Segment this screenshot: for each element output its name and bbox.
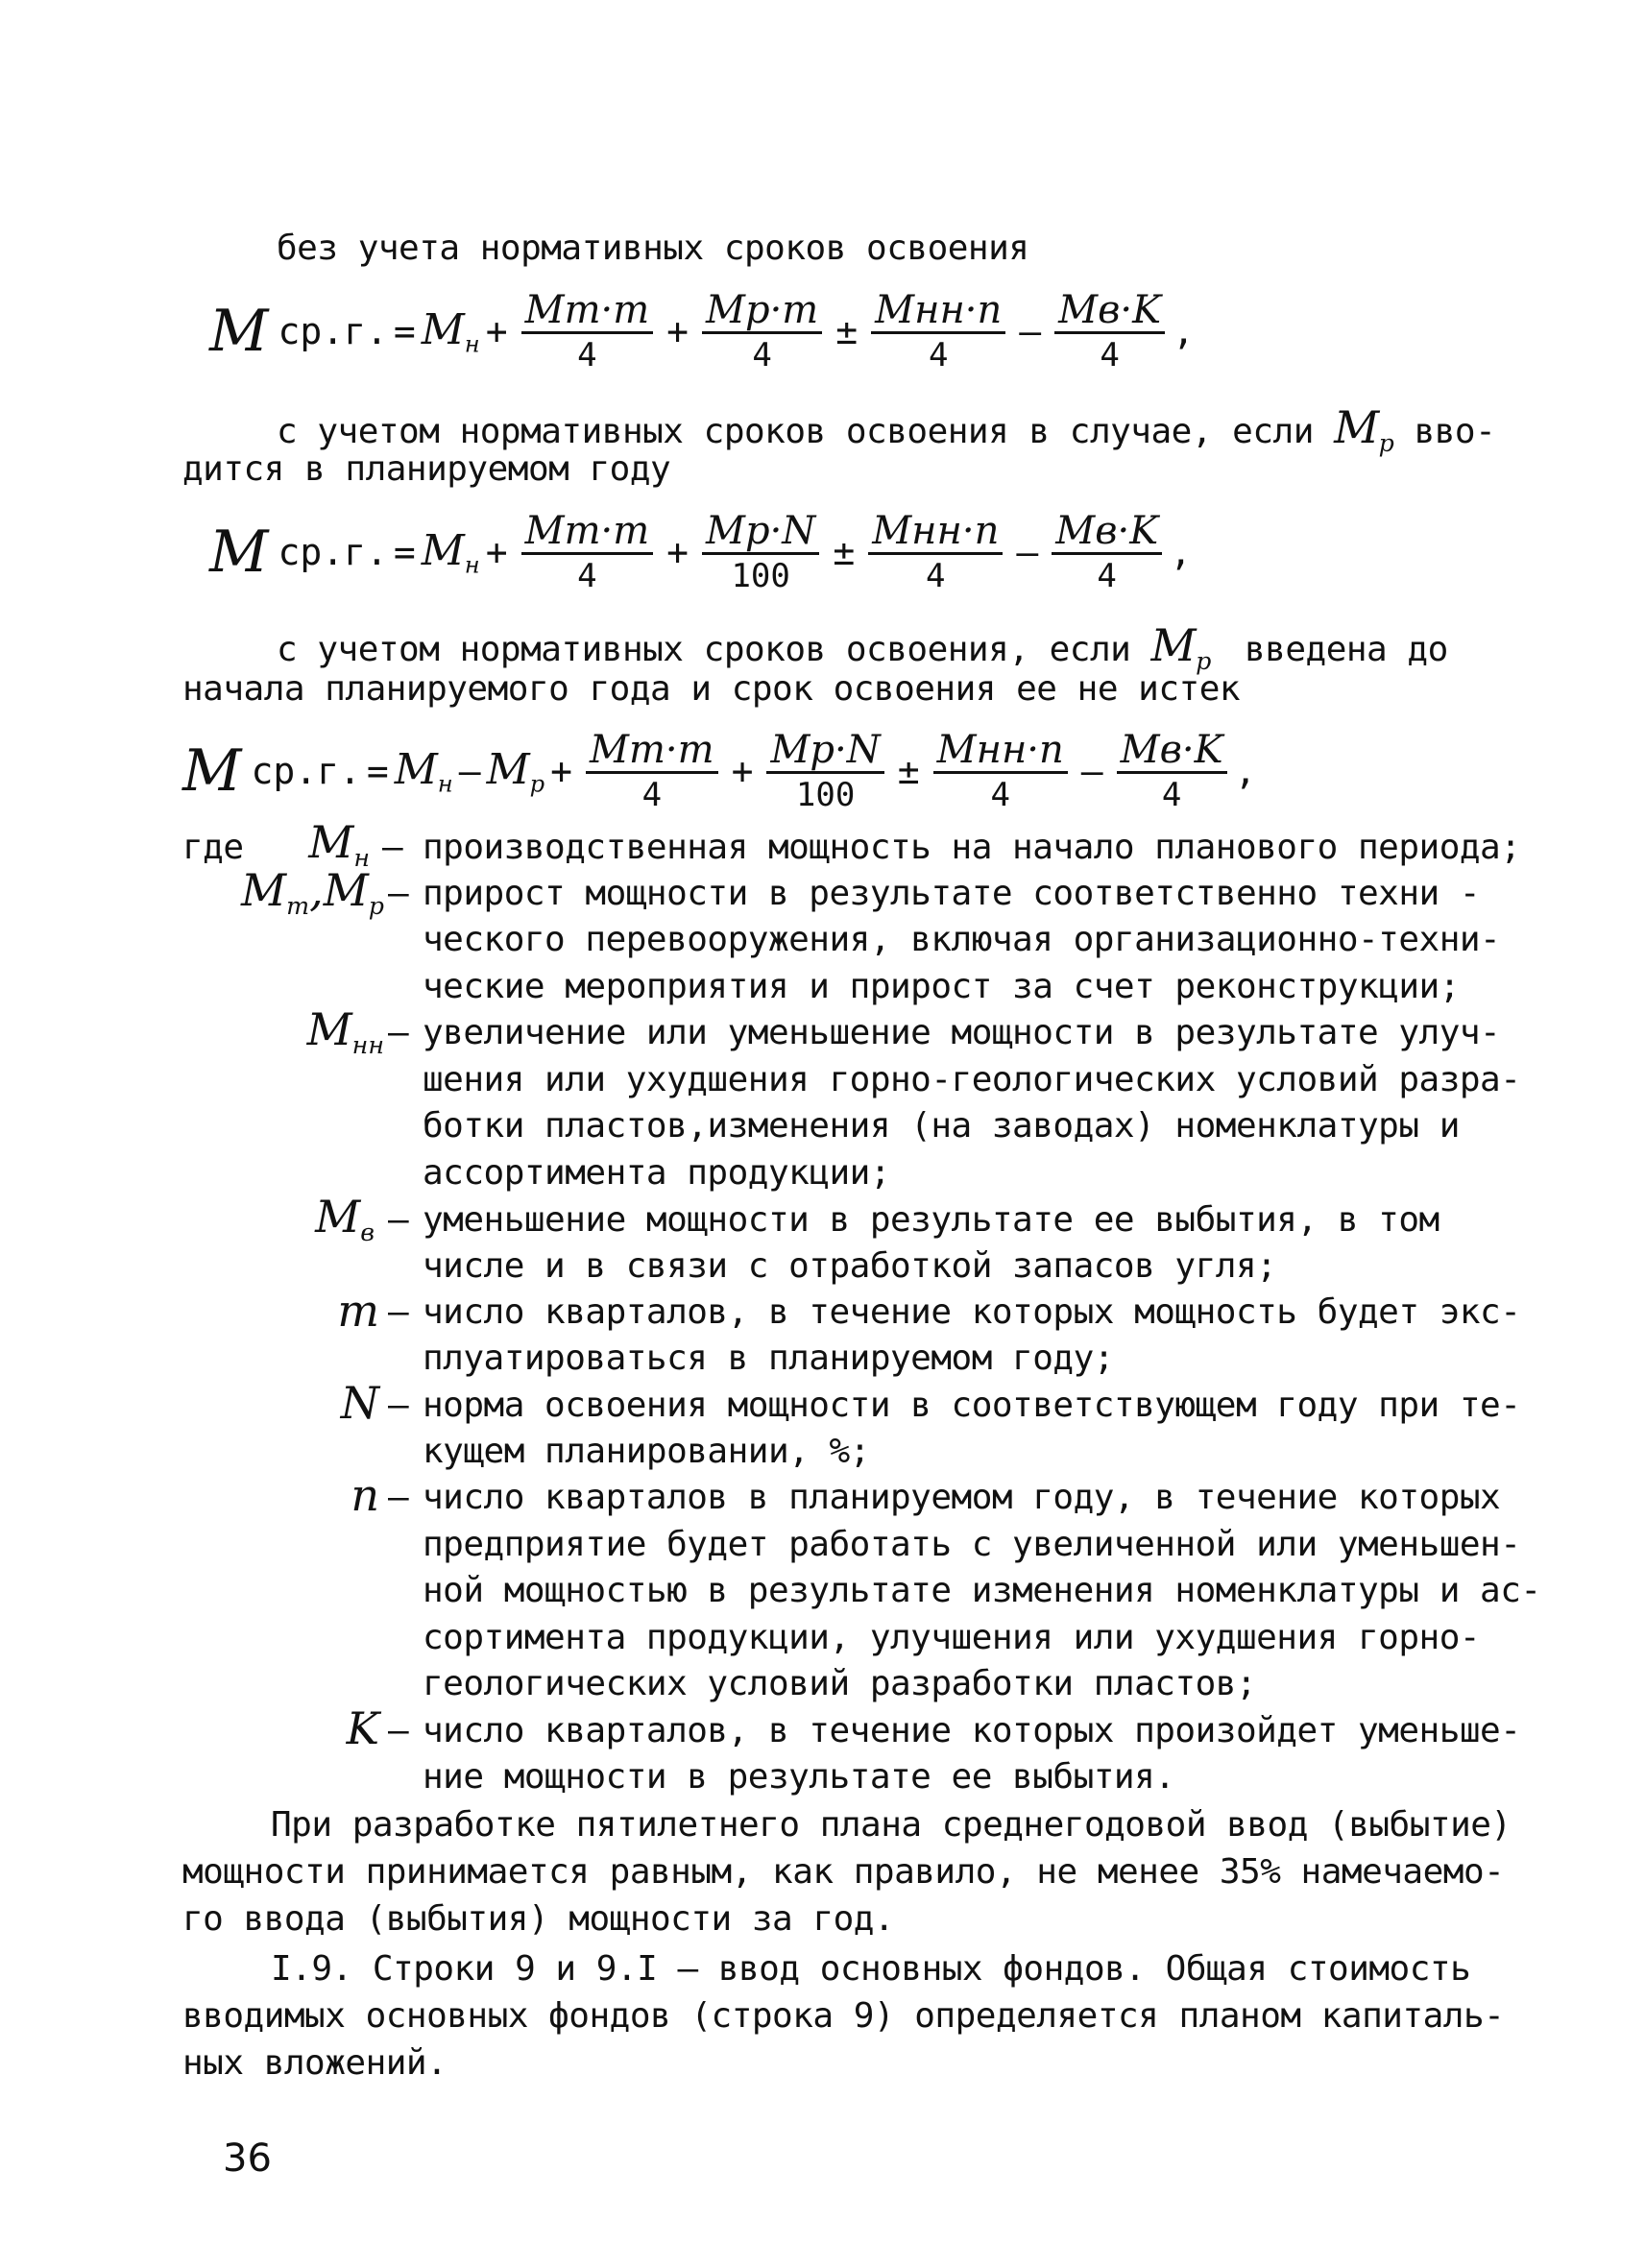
paragraph-line: При разработке пятилетнего плана среднегодовой ввод (выбытие) bbox=[271, 1805, 1512, 1845]
definition-text: ческие мероприятия и прирост за счет реконструкции; bbox=[423, 967, 1460, 1006]
definition-text: ботки пластов,изменения (на заводах) номенклатуры и bbox=[423, 1106, 1460, 1146]
paragraph-line: ных вложений. bbox=[182, 2043, 448, 2083]
formula-lhs-label: ср.г. bbox=[278, 531, 388, 573]
text-line: без учета нормативных сроков освоения bbox=[277, 229, 1029, 268]
text-line: дится в планируемом году bbox=[182, 449, 671, 489]
definition-text: норма освоения мощности в соответствующем году при те- bbox=[423, 1386, 1521, 1425]
definition-text: ной мощностью в результате изменения номенклатуры и ас- bbox=[423, 1571, 1541, 1610]
fraction: $\frac{Мр\cdot N}{100}$ bbox=[702, 510, 819, 595]
definition-text: ассортимента продукции; bbox=[423, 1153, 890, 1193]
formula-symbol-M: М bbox=[209, 298, 269, 365]
definition-dash: – bbox=[382, 828, 403, 867]
fraction: $\frac{Мт\cdot m}{4}$ bbox=[521, 510, 654, 595]
plus-minus-sign: ± bbox=[835, 310, 859, 352]
fraction: $\frac{Мт\cdot m}{4}$ bbox=[586, 729, 718, 814]
definition-text: шения или ухудшения горно-геологических условий разра- bbox=[423, 1060, 1521, 1099]
fraction: $\frac{Мт\cdot m}{4}$ bbox=[521, 289, 654, 374]
minus-sign: – bbox=[1019, 310, 1042, 352]
fraction: $\frac{\text{Мнн·n}}{4}$ bbox=[871, 289, 1005, 374]
fraction: $\frac{Мв\cdot K}{4}$ bbox=[1117, 729, 1227, 814]
definition-symbol: $М_в$ bbox=[315, 1191, 375, 1246]
formula-2: М ср.г. = $М_н$ + $\frac{Мт\cdot m}{4}$ + $\frac{Мр\cdot N}{100}$ ± $\frac{\text{Мнн·n}}{4}$ – $\frac{Мв\cdot K}{4}$ , bbox=[209, 508, 1192, 595]
fraction: $\frac{Мв\cdot K}{4}$ bbox=[1054, 289, 1165, 374]
formula-lhs-label: ср.г. bbox=[251, 750, 361, 792]
definition-text: плуатироваться в планируемом году; bbox=[423, 1339, 1114, 1378]
definition-text: сортимента продукции, улучшения или ухудшения горно- bbox=[423, 1618, 1481, 1657]
paragraph-line: вводимых основных фондов (строка 9) определяется планом капиталь- bbox=[182, 1996, 1505, 2036]
definition-symbol: N bbox=[340, 1377, 379, 1429]
fraction: $\frac{Мр\cdot N}{100}$ bbox=[766, 729, 883, 814]
definition-text: число кварталов в планируемом году, в течение которых bbox=[423, 1478, 1501, 1517]
definition-text: геологических условий разработки пластов; bbox=[423, 1664, 1257, 1703]
formula-symbol-MP: $М_р$ bbox=[486, 744, 545, 798]
formula-symbol-M: М bbox=[182, 737, 242, 805]
definition-symbol: $М_н$ bbox=[308, 816, 370, 872]
definition-text: ческого перевооружения, включая организационно-техни- bbox=[423, 920, 1501, 959]
text-line: с учетом нормативных сроков освоения в случае, если $М_р$ вво- bbox=[277, 401, 1496, 457]
definition-text: предприятие будет работать с увеличенной или уменьшен- bbox=[423, 1525, 1521, 1564]
formula-symbol-MH: $М_н$ bbox=[394, 744, 453, 798]
document-page: без учета нормативных сроков освоения М ср.г. = $М_н$ + $\frac{Мт\cdot m}{4}$ + $\frac{Мр\cdot m}{4}$ ± $\frac{\text{Мнн·n}}{4}$ – $\frac{Мв\cdot K}{4}$ , с учетом нормативных сроков освоения в случае, если $М_р$ вво- дится в планируемом году М ср.г. = $М_н$ + $\frac{Мт\cdot m}{4}$ + $\frac{Мр\cdot N}{100}$ ± $\frac{\text{Мнн·n}}{4}$ – $\frac{Мв\cdot K}{4}$ , с учетом нормативных сроков освоения, если $М_р$ введена до начала планируемого года и срок освоения ее не истек М ср.г. = $М_н$ – $М_р$ + $\frac{Мт\cdot m}{4}$ + $\frac{Мр\cdot N}{100}$ ± $\frac{\text{Мнн·n}}{4}$ – $\frac{Мв\cdot K}{4}$ , где $М_н$ – производственная мощность на начало планового периода; $М_т,М_р$ – прирост мощности в результате соответственно техни - ческого перевооружения, включая организационно-техни- ческие мероприятия и прирост за счет реконструкции; $М_{нн}$ – увеличение или уменьшение мощности в результате улуч- шения или ухудшения горно-геологических условий разра- ботки пластов,изменения (на заводах) номенклатуры и ассортимента продукции; $М_в$ – уменьшение мощности в результате ее выбытия, в том числе и в связи с отработкой запасов угля; m – число кварталов, в течение которых мощность будет экс- плуатироваться в планируемом году; N – норма освоения мощности в соответствующем году при те- кущем планировании, %; n – число кварталов в планируемом году, в течение которых предприятие будет работать с увеличенной или уменьшен- ной мощностью в результате изменения номенклатуры и ас- сортимента продукции, улучшения или ухудшения горно- геологических условий разработки пластов; K – число кварталов, в течение которых произойдет уменьше- ние мощности в результате ее выбытия. При разработке пятилетнего плана среднегодовой ввод (выбытие) мощности принимается равным, как правило, не менее 35% намечаемо- го ввода (выбытия) мощности за год. I.9. Строки 9 и 9.I – ввод основных фондов. Общая стоимость вводимых основных фондов (строка 9) определяется планом капиталь- ных вложений. 36 bbox=[182, 229, 1541, 2181]
definition-symbol: n bbox=[351, 1469, 379, 1521]
definition-text: прирост мощности в результате соответственно техни - bbox=[423, 874, 1481, 913]
formula-symbol-MH: $М_н$ bbox=[421, 304, 480, 358]
fraction: $\frac{\text{Мнн·n}}{4}$ bbox=[933, 729, 1068, 814]
text-line: начала планируемого года и срок освоения ее не истек bbox=[182, 669, 1241, 709]
definition-text: ние мощности в результате ее выбытия. bbox=[423, 1757, 1175, 1797]
definition-symbol: $М_т,М_р$ bbox=[240, 864, 384, 920]
fraction: $\frac{Мр\cdot m}{4}$ bbox=[702, 289, 822, 374]
paragraph-line: мощности принимается равным, как правило, не менее 35% намечаемо- bbox=[182, 1852, 1505, 1892]
paragraph-line: I.9. Строки 9 и 9.I – ввод основных фондов. Общая стоимость bbox=[271, 1949, 1471, 1989]
definition-text: увеличение или уменьшение мощности в результате улуч- bbox=[423, 1013, 1501, 1052]
definition-text: число кварталов, в течение которых мощность будет экс- bbox=[423, 1292, 1521, 1332]
text-line: с учетом нормативных сроков освоения, если $М_р$ введена до bbox=[277, 619, 1448, 675]
page-number: 36 bbox=[223, 2136, 272, 2181]
definition-text: числе и в связи с отработкой запасов угля; bbox=[423, 1246, 1277, 1286]
formula-1: М ср.г. = $М_н$ + $\frac{Мт\cdot m}{4}$ + $\frac{Мр\cdot m}{4}$ ± $\frac{\text{Мнн·n}}{4}$ – $\frac{Мв\cdot K}{4}$ , bbox=[209, 287, 1195, 374]
equals-sign: = bbox=[393, 310, 416, 352]
definition-text: уменьшение мощности в результате ее выбытия, в том bbox=[423, 1200, 1439, 1240]
plus-sign: + bbox=[666, 310, 689, 352]
definition-text: кущем планировании, %; bbox=[423, 1432, 870, 1471]
definition-symbol: $М_{нн}$ bbox=[306, 1003, 384, 1059]
formula-lhs-label: ср.г. bbox=[278, 310, 388, 352]
definition-text: производственная мощность на начало планового периода; bbox=[423, 828, 1521, 867]
formula-symbol-M: М bbox=[209, 519, 269, 586]
paragraph-line: го ввода (выбытия) мощности за год. bbox=[182, 1899, 895, 1939]
formula-3: М ср.г. = $М_н$ – $М_р$ + $\frac{Мт\cdot m}{4}$ + $\frac{Мр\cdot N}{100}$ ± $\frac{\text{Мнн·n}}{4}$ – $\frac{Мв\cdot K}{4}$ , bbox=[182, 727, 1257, 814]
definition-text: число кварталов, в течение которых произойдет уменьше- bbox=[423, 1711, 1521, 1750]
fraction: $\frac{Мв\cdot K}{4}$ bbox=[1052, 510, 1162, 595]
formula-symbol-MH: $М_н$ bbox=[421, 525, 480, 579]
fraction: $\frac{\text{Мнн·n}}{4}$ bbox=[868, 510, 1003, 595]
definition-symbol: K bbox=[346, 1702, 379, 1754]
plus-sign: + bbox=[485, 310, 508, 352]
definition-symbol: m bbox=[337, 1285, 379, 1337]
where-label: где bbox=[182, 828, 244, 867]
